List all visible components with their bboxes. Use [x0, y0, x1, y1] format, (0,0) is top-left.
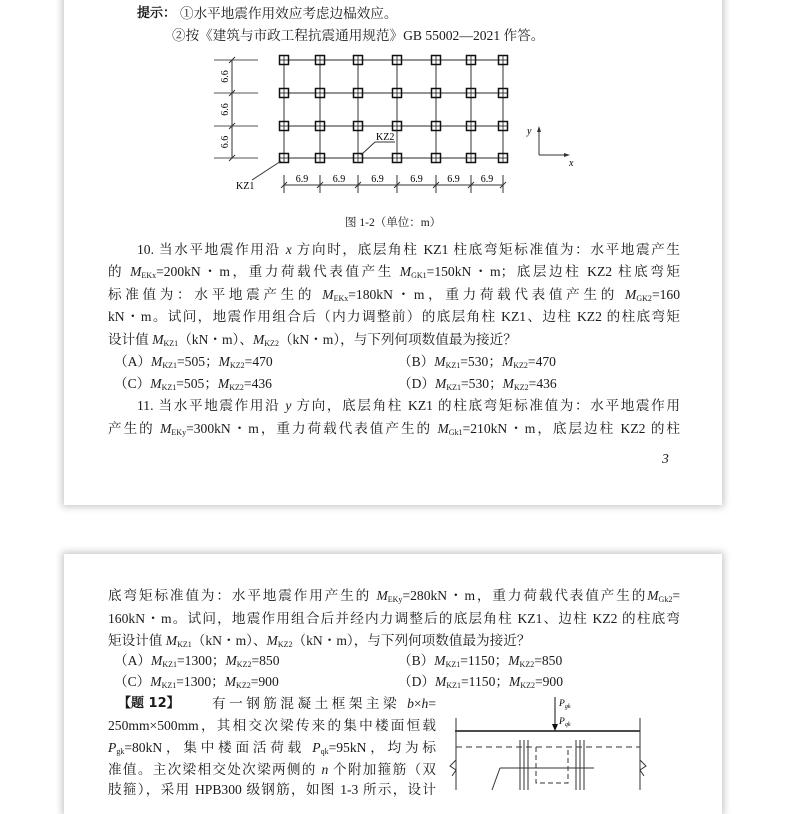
dim-label-x: 6.9	[295, 174, 309, 185]
variable-subscript: KZ2	[514, 383, 529, 392]
variable-subscript: gk	[116, 747, 125, 756]
variable-subscript: GK2	[636, 294, 652, 303]
text-segment: =1300；	[176, 674, 225, 689]
text-segment: =530；	[460, 354, 502, 369]
text-segment: =280kN・m，重力荷载代表值产生的	[402, 588, 648, 603]
variable: $M_{KZ2}$	[218, 354, 245, 370]
text-segment: =1300；	[177, 653, 226, 668]
text-segment: 160kN・m。试问，地震作用组合后并经内力调整后的底层角柱 KZ1、边柱 KZ2 的柱底弯	[108, 611, 680, 626]
text-segment: =160	[651, 287, 680, 302]
text-segment: （kN・m）、	[191, 633, 267, 648]
text-segment: =470	[244, 354, 273, 369]
text-segment: （kN・m），与下列何项数值最为接近？	[278, 332, 517, 347]
text-segment: =505；	[176, 376, 218, 391]
text-segment: =	[672, 588, 680, 603]
text-segment: （C）	[114, 376, 151, 391]
hint-label: 提示：	[137, 6, 177, 21]
variable-subscript: KZ1	[445, 361, 461, 370]
variable-subscript: KZ2	[264, 339, 279, 348]
variable-subscript: KZ1	[161, 681, 177, 690]
text-segment: =	[428, 696, 436, 711]
text-segment: 250mm×500mm，其相交次梁传来的集中楼面恒载	[108, 718, 436, 733]
variable: $M_{KZ2}$	[508, 674, 535, 690]
text-segment: =850	[534, 653, 563, 668]
dim-label-x: 6.9	[447, 174, 460, 185]
variable: $M_{KZ1}$	[151, 354, 178, 370]
q12-label: 【题 12】	[118, 696, 180, 711]
variable: $M_{KZ1}$	[151, 653, 178, 669]
variable: $M_{Gk1}$	[437, 421, 463, 437]
text-segment: =900	[250, 674, 279, 689]
text-segment: 方向，底层角柱 KZ1 的柱底弯矩标准值为：水平地震作用	[291, 398, 680, 413]
variable-subscript: KZ1	[446, 383, 462, 392]
text-segment: （C）	[114, 674, 151, 689]
label-pqk: $P_{qk}$	[559, 717, 571, 728]
dim-label-y: 6.6	[220, 135, 231, 149]
variable: $M_{KZ2}$	[224, 674, 251, 690]
text-segment: （A）	[114, 653, 152, 668]
axis-x-label: x	[569, 158, 574, 169]
variable-subscript: KZ2	[277, 640, 293, 649]
text-segment: =1150；	[461, 674, 509, 689]
text-segment: （B）	[398, 354, 435, 369]
text-segment: （D）	[398, 674, 436, 689]
text-segment: 准值。主次梁相交处次梁两侧的	[108, 762, 322, 777]
text-segment: （A）	[114, 354, 152, 369]
variable: x	[285, 242, 292, 257]
text-segment: =436	[528, 376, 557, 391]
variable: h	[421, 696, 429, 711]
text-segment: =210kN・m，底层边柱 KZ2 的柱	[462, 421, 680, 436]
text-segment: =850	[251, 653, 280, 668]
load-arrowhead	[552, 724, 558, 731]
dim-label-x: 6.9	[410, 174, 423, 185]
variable: $P_{qk}$	[312, 740, 329, 756]
text-segment: =200kN・m，重力荷载代表值产生	[156, 264, 400, 279]
variable-subscript: KZ1	[163, 339, 179, 348]
variable-subscript: qk	[320, 747, 329, 756]
text-segment: ②按《建筑与市政工程抗震通用规范》GB 55002—2021 作答。	[172, 28, 545, 43]
text-segment: ①水平地震作用效应考虑边榀效应。	[180, 6, 398, 21]
dim-label-x: 6.9	[332, 174, 346, 185]
text-segment: 方向时，底层角柱 KZ1 柱底弯矩标准值为：水平地震产生	[291, 242, 680, 257]
variable: $M_{KZ1}$	[435, 376, 462, 392]
text-segment: （kN・m）、	[178, 332, 253, 347]
variable-subscript: KZ1	[162, 660, 178, 669]
text-segment: 个附加箍筋（双	[328, 762, 436, 777]
text-segment: （B）	[398, 653, 435, 668]
text-segment: （kN・m），与下列何项数值最为接近？	[292, 633, 531, 648]
variable: $M_{KZ2}$	[225, 653, 252, 669]
bent-bar	[492, 768, 500, 790]
variable: $P_{gk}$	[108, 740, 125, 756]
dim-label-y: 6.6	[220, 103, 231, 116]
text-segment: =150kN・m；底层边柱 KZ2 柱底弯矩	[426, 264, 680, 279]
axis-y-label: y	[527, 126, 532, 137]
text-segment: =300kN・m，重力荷载代表值产生的	[186, 421, 438, 436]
variable: $M_{KZ2}$	[501, 354, 528, 370]
variable: $M_{Gk2}$	[647, 588, 673, 604]
variable: $M_{KZ2}$	[266, 633, 293, 649]
variable: $M_{KZ1}$	[150, 376, 177, 392]
variable-subscript: KZ2	[520, 681, 535, 690]
text-segment: （D）	[398, 376, 436, 391]
variable: $M_{KZ1}$	[150, 674, 177, 690]
variable: $M_{KZ2}$	[217, 376, 244, 392]
page-number: 3	[662, 451, 669, 466]
text-segment: 11. 当水平地震作用沿	[137, 398, 286, 413]
variable: n	[321, 762, 329, 777]
variable-subscript: KZ1	[177, 640, 192, 649]
dim-label-y: 6.6	[220, 70, 231, 83]
text-segment: =436	[243, 376, 272, 391]
variable-subscript: Gk1	[448, 428, 463, 437]
figure-caption: 图 1-2（单位：m）	[345, 217, 442, 229]
variable: $M_{EKx}$	[130, 264, 157, 280]
secondary-beam-section	[536, 747, 568, 783]
variable: $M_{KZ1}$	[435, 674, 462, 690]
variable: $M_{KZ2}$	[508, 653, 535, 669]
variable-subscript: EKy	[387, 595, 403, 604]
variable-subscript: EKy	[171, 428, 187, 437]
variable-subscript: KZ2	[513, 361, 528, 370]
text-segment: 的	[108, 264, 131, 279]
variable-subscript: GK1	[411, 271, 427, 280]
variable-subscript: KZ1	[162, 361, 178, 370]
text-segment: =95kN，均为标	[328, 740, 436, 755]
text-segment: 设计值	[108, 332, 153, 347]
variable-subscript: KZ1	[446, 681, 462, 690]
label-kz2: KZ2	[376, 132, 395, 143]
variable-subscript: EKx	[333, 294, 349, 303]
variable-subscript: EKx	[141, 271, 157, 280]
variable: b	[407, 696, 414, 711]
variable-subscript: Gk2	[658, 595, 673, 604]
variable: $M_{KZ1}$	[152, 332, 179, 348]
dim-label-x: 6.9	[480, 174, 494, 185]
text-segment: 肢箍），采用 HPB300 级钢筋，如图 1-3 所示，设计	[108, 782, 436, 797]
text-segment: 矩设计值	[108, 633, 166, 648]
variable: $M_{GK1}$	[399, 264, 427, 280]
text-segment: =530；	[461, 376, 503, 391]
variable: $M_{EKy}$	[376, 588, 403, 604]
variable-subscript: KZ1	[161, 383, 177, 392]
variable: $M_{GK2}$	[625, 287, 652, 303]
text-segment: =80kN，集中楼面活荷载	[124, 740, 313, 755]
variable-subscript: KZ1	[445, 660, 461, 669]
variable: $M_{KZ2}$	[252, 332, 279, 348]
break-mark-left	[450, 760, 456, 776]
text-segment: kN・m。试问，地震作用组合后（内力调整前）的底层角柱 KZ1、边柱 KZ2 的柱底弯矩	[108, 309, 680, 324]
variable: $M_{KZ1}$	[434, 354, 461, 370]
text-segment: 10. 当水平地震作用沿	[137, 242, 286, 257]
label-kz1: KZ1	[236, 181, 255, 192]
variable: $M_{KZ1}$	[165, 633, 192, 649]
text-segment: =470	[527, 354, 556, 369]
text-segment: ×	[413, 696, 422, 711]
label-pgk: $P_{gk}$	[559, 699, 571, 710]
variable: $M_{KZ2}$	[502, 376, 529, 392]
text-segment: =505；	[177, 354, 219, 369]
break-mark-right	[640, 760, 646, 776]
text-segment: 标准值为：水平地震产生的	[108, 287, 323, 302]
variable: $M_{EKx}$	[322, 287, 349, 303]
variable-subscript: KZ2	[519, 660, 535, 669]
text-segment: 产生的	[108, 421, 161, 436]
variable: $M_{EKy}$	[160, 421, 187, 437]
text-segment: =1150；	[460, 653, 509, 668]
variable-subscript: KZ2	[236, 681, 251, 690]
text-segment: =900	[534, 674, 564, 689]
variable: y	[285, 398, 292, 413]
text-segment: =180kN・m，重力荷载代表值产生的	[348, 287, 626, 302]
variable-subscript: KZ2	[229, 383, 244, 392]
text-segment: 有一钢筋混凝土框架主梁	[212, 696, 408, 711]
dim-label-x: 6.9	[371, 174, 384, 185]
variable-subscript: KZ2	[230, 361, 245, 370]
variable-subscript: KZ2	[236, 660, 252, 669]
text-segment: 底弯矩标准值为：水平地震作用产生的	[108, 588, 377, 603]
variable: $M_{KZ1}$	[434, 653, 461, 669]
